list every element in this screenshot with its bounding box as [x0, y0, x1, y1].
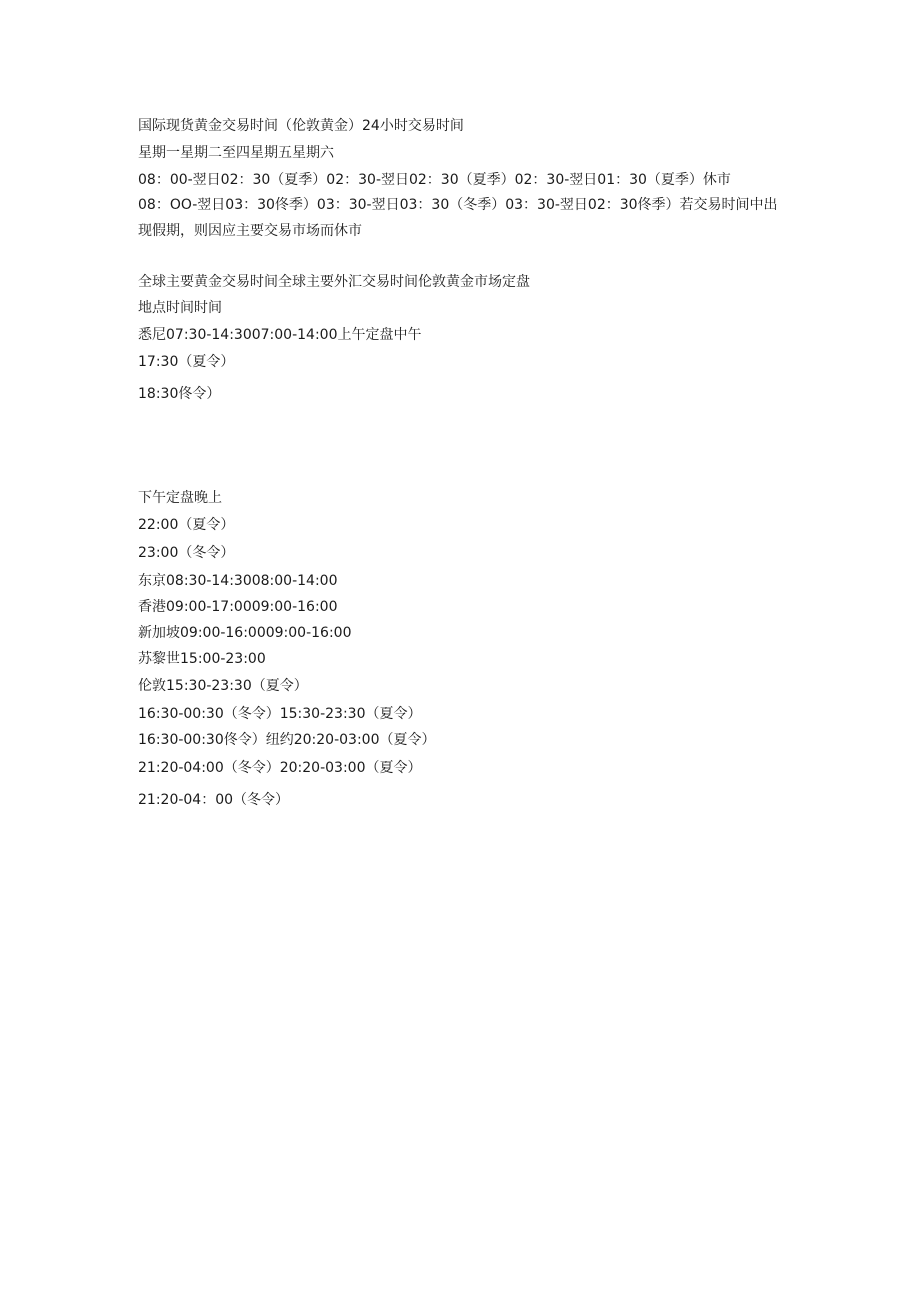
section3-line: 东京08:30-14:3008:00-14:00: [138, 573, 338, 589]
section3-line: 22:00（夏令）: [138, 517, 235, 533]
section3-line: 16:30-00:30（冬令）15:30-23:30（夏令）: [138, 706, 422, 722]
section2-line: 17:30（夏令）: [138, 354, 235, 370]
section2-line: 悉尼07:30-14:3007:00-14:00上午定盘中午: [138, 327, 422, 343]
section3-line: 16:30-00:30佟令）纽约20:20-03:00（夏令）: [138, 732, 436, 748]
section3-line: 下午定盘晚上: [138, 490, 222, 506]
section3-line: 21:20-04：00（冬令）: [138, 792, 290, 808]
section1-title: 国际现货黄金交易时间（伦敦黄金）24小时交易时间: [138, 118, 464, 134]
section2-line: 18:30佟令）: [138, 386, 221, 402]
section3-line: 伦敦15:30-23:30（夏令）: [138, 678, 308, 694]
section1-days-header: 星期一星期二至四星期五星期六: [138, 145, 334, 161]
section3-line: 23:00（冬令）: [138, 545, 235, 561]
section2-title: 全球主要黄金交易时间全球主要外汇交易时间伦敦黄金市场定盘: [138, 274, 530, 290]
section2-header: 地点时间时间: [138, 300, 222, 316]
section1-summer-row: 08：00-翌日02：30（夏季）02：30-翌日02：30（夏季）02：30-翌日01：30（夏季）休市: [138, 172, 731, 188]
section3-line: 香港09:00-17:0009:00-16:00: [138, 599, 338, 615]
section3-line: 21:20-04:00（冬令）20:20-03:00（夏令）: [138, 760, 422, 776]
section3-line: 新加坡09:00-16:0009:00-16:00: [138, 625, 352, 641]
section3-line: 苏黎世15:00-23:00: [138, 651, 266, 667]
section1-winter-row: 08：OO-翌日03：30佟季）03：30-翌日03：30（冬季）03：30-翌日02：30佟季）若交易时间中出现假期，则因应主要交易市场而休市: [138, 197, 778, 239]
